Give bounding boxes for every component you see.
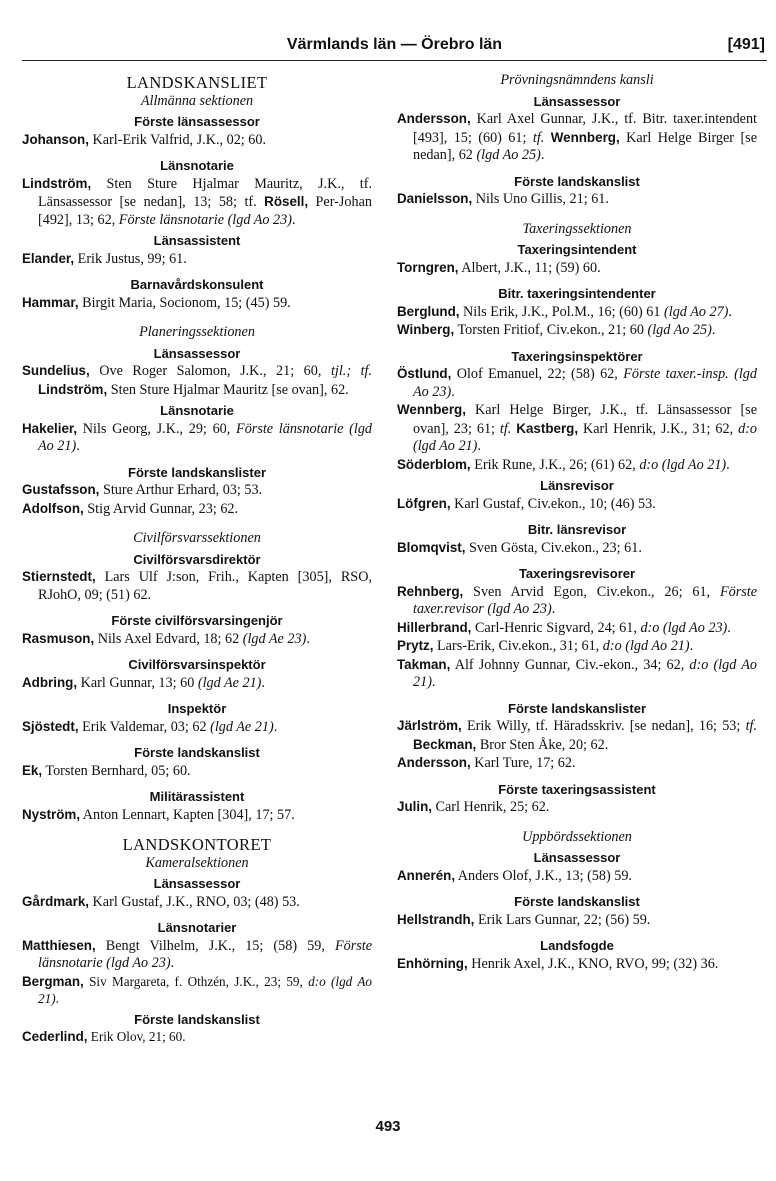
person-entry bbox=[22, 674, 372, 693]
person-name: Gårdmark, bbox=[22, 893, 89, 909]
entry-text: Bengt Vilhelm, J.K., 15; (58) 59, bbox=[95, 937, 335, 954]
entry-italic: d:o (lgd Ao 23) bbox=[640, 619, 728, 636]
person-name: Takman, bbox=[397, 656, 451, 672]
person-entry bbox=[397, 401, 757, 456]
entry-text: . bbox=[261, 674, 265, 691]
person-entry bbox=[397, 539, 757, 558]
person-name: Lindström, bbox=[22, 175, 92, 191]
entry-text: Lars Ulf J:son, Frih., Kapten [305], RSO, RJohO, 09; (51) 62. bbox=[38, 569, 372, 603]
role-title: Förste landskanslist bbox=[514, 173, 640, 189]
page-header bbox=[22, 34, 767, 61]
person-name: Hammar, bbox=[22, 294, 79, 310]
running-title: Värmlands län — Örebro län bbox=[286, 36, 503, 53]
role-title: Förste landskanslister bbox=[508, 700, 646, 716]
person-entry bbox=[397, 303, 757, 322]
entry-text: . bbox=[728, 303, 732, 320]
person-entry bbox=[22, 568, 372, 604]
person-name: Elander, bbox=[22, 250, 75, 266]
entry-text: Olof Emanuel, 22; (58) 62, bbox=[451, 366, 624, 382]
entry-text: Birgit Maria, Socionom, 15; (45) 59. bbox=[78, 294, 291, 311]
entry-text: Nils Erik, J.K., Pol.M., 16; (60) 61 bbox=[459, 303, 665, 320]
entry-italic: d:o (lgd Ao 21) bbox=[38, 973, 373, 1006]
section-title: Uppbördssektionen bbox=[522, 828, 632, 845]
role-title: Bitr. länsrevisor bbox=[527, 522, 627, 537]
person-name: Löfgren, bbox=[397, 495, 451, 511]
person-entry bbox=[397, 583, 757, 619]
person-entry bbox=[397, 259, 757, 278]
entry-text: Erik Willy, tf. Häradsskriv. [se nedan], 16; 53; bbox=[461, 718, 746, 734]
entry-text: Sven Arvid Egon, Civ.ekon., 26; 61, bbox=[463, 583, 720, 600]
entry-text: Lars-Erik, Civ.ekon., 31; 61, bbox=[433, 638, 603, 654]
entry-text: Erik Valdemar, 03; 62 bbox=[78, 718, 211, 735]
entry-italic: d:o (lgd Ao 21) bbox=[639, 456, 727, 473]
entry-text: Henrik Axel, J.K., KNO, RVO, 99; (32) 36. bbox=[467, 955, 719, 972]
person-name: Rehnberg, bbox=[397, 583, 464, 599]
entry-text: Karl Helge Birger, J.K., tf. Länsassessor [se ovan], 23; 61; bbox=[413, 402, 757, 437]
person-entry bbox=[397, 321, 757, 340]
entry-text: . bbox=[431, 674, 436, 690]
entry-italic: tf. bbox=[499, 420, 512, 437]
entry-text: . bbox=[451, 383, 455, 400]
person-entry bbox=[397, 717, 757, 754]
role-title: Taxeringsrevisorer bbox=[518, 566, 636, 581]
entry-italic: tf. bbox=[745, 718, 757, 734]
entry-text: Erik Olov, 21; 60. bbox=[87, 1029, 186, 1044]
role-title: Inspektör bbox=[167, 701, 227, 716]
entry-italic: (lgd Ao 25) bbox=[647, 322, 712, 338]
entry-text: . bbox=[711, 322, 716, 338]
page-number: 493 bbox=[375, 1118, 401, 1135]
entry-text: Karl Helge Birger [se nedan], 62 bbox=[413, 129, 757, 163]
entry-italic: (lgd Ae 23) bbox=[242, 630, 307, 647]
person-name: Matthiesen, bbox=[22, 937, 96, 953]
person-name: Adbring, bbox=[22, 674, 78, 690]
person-entry bbox=[397, 955, 757, 974]
entry-text: Siv Margareta, f. Othzén, J.K., 23; 59, bbox=[83, 973, 309, 989]
person-entry bbox=[22, 294, 372, 313]
role-title: Barnavårdskonsulent bbox=[130, 277, 264, 292]
role-title: Förste landskanslist bbox=[134, 745, 260, 760]
person-entry bbox=[397, 798, 757, 817]
entry-italic: Förste länsnotarie (lgd Ao 21) bbox=[38, 420, 373, 454]
role-title: Taxeringsintendent bbox=[517, 242, 637, 257]
right-column bbox=[397, 72, 757, 973]
person-entry bbox=[397, 456, 757, 475]
entry-italic: d:o (lgd Ao 21) bbox=[413, 420, 758, 454]
person-entry bbox=[22, 973, 372, 1008]
office-title: LANDSKANSLIET bbox=[126, 73, 268, 92]
person-entry bbox=[22, 250, 372, 269]
role-title: Militärassistent bbox=[149, 789, 245, 804]
role-title: Länsnotarie bbox=[160, 158, 234, 173]
entry-text: . bbox=[76, 438, 80, 454]
entry-text: Sture Arthur Erhard, 03; 53. bbox=[99, 482, 263, 498]
entry-text: Torsten Fritiof, Civ.ekon., 21; 60 bbox=[454, 322, 648, 338]
entry-text: Karl Gustaf, Civ.ekon., 10; (46) 53. bbox=[450, 495, 656, 512]
person-name: Beckman, bbox=[413, 736, 477, 752]
person-entry bbox=[397, 656, 757, 692]
person-entry bbox=[397, 365, 757, 401]
person-name: Järlström, bbox=[397, 718, 462, 733]
person-name: Sjöstedt, bbox=[22, 718, 79, 734]
entry-text: Karl Ture, 17; 62. bbox=[470, 755, 576, 771]
person-name: Stiernstedt, bbox=[22, 569, 96, 584]
entry-text: Albert, J.K., 11; (59) 60. bbox=[458, 259, 601, 276]
role-title: Förste landskanslist bbox=[134, 1011, 260, 1027]
person-name: Annerén, bbox=[397, 867, 456, 883]
entry-text: Erik Justus, 99; 61. bbox=[74, 250, 187, 267]
person-name: Winberg, bbox=[397, 322, 455, 337]
role-title: Länsassistent bbox=[153, 233, 241, 248]
entry-text: Karl Axel Gunnar, J.K., tf. Bitr. taxer.intendent [493], 15; (60) 61; bbox=[413, 111, 757, 146]
entry-text: . bbox=[689, 638, 694, 654]
person-entry bbox=[397, 754, 757, 773]
person-entry bbox=[22, 1028, 372, 1046]
person-name: Wennberg, bbox=[397, 402, 466, 417]
section-title: Taxeringssektionen bbox=[522, 220, 632, 237]
entry-text: . bbox=[477, 438, 481, 454]
entry-italic: d:o (lgd Ao 21) bbox=[413, 656, 757, 690]
section-title: Allmänna sektionen bbox=[140, 92, 254, 109]
role-title: Länsnotarier bbox=[157, 920, 237, 935]
page-reference: [491] bbox=[727, 36, 765, 53]
person-name: Rösell, bbox=[264, 194, 309, 209]
person-name: Lindström, bbox=[38, 381, 108, 397]
entry-text: Bror Sten Åke, 20; 62. bbox=[476, 736, 609, 753]
person-name: Wennberg, bbox=[550, 129, 620, 145]
person-entry bbox=[22, 718, 372, 737]
entry-italic: Förste taxer.revisor (lgd Ao 23) bbox=[413, 583, 757, 617]
person-entry bbox=[397, 495, 757, 514]
person-name: Söderblom, bbox=[397, 456, 471, 472]
person-entry bbox=[397, 911, 757, 930]
role-title: Civilförsvarsinspektör bbox=[128, 657, 266, 672]
entry-italic: Förste taxer.-insp. (lgd Ao 23) bbox=[413, 366, 757, 400]
entry-text: Carl-Henric Sigvard, 24; 61, bbox=[471, 619, 641, 636]
role-title: Förste länsassessor bbox=[134, 114, 260, 129]
person-name: Nyström, bbox=[22, 806, 81, 822]
role-title: Förste civilförsvarsingenjör bbox=[111, 613, 283, 628]
role-title: Förste landskanslist bbox=[514, 894, 640, 909]
entry-text: . bbox=[306, 630, 310, 647]
entry-text: Karl Henrik, J.K., 31; 62, bbox=[578, 420, 739, 437]
entry-italic: Förste länsnotarie (lgd Ao 23) bbox=[118, 211, 292, 228]
person-entry bbox=[22, 175, 372, 230]
person-entry bbox=[22, 481, 372, 500]
entry-text: . bbox=[170, 955, 175, 971]
person-entry bbox=[22, 131, 372, 150]
person-name: Ek, bbox=[22, 762, 43, 778]
role-title: Förste landskanslister bbox=[128, 464, 266, 480]
person-name: Hellstrandh, bbox=[397, 911, 475, 927]
entry-text: Carl Henrik, 25; 62. bbox=[431, 799, 550, 815]
role-title: Förste taxeringsassistent bbox=[498, 781, 656, 797]
person-entry bbox=[397, 867, 757, 886]
left-column bbox=[22, 72, 372, 1046]
person-entry bbox=[22, 806, 372, 825]
person-entry bbox=[22, 893, 372, 912]
entry-text: Sten Sture Hjalmar Mauritz, J.K., tf. Länsassessor [se nedan], 13; 58; tf. bbox=[38, 175, 372, 210]
person-entry bbox=[397, 110, 757, 165]
entry-text: . bbox=[273, 718, 278, 735]
entry-text: Alf Johnny Gunnar, Civ.-ekon., 34; 62, bbox=[450, 656, 690, 673]
entry-text: Nils Uno Gillis, 21; 61. bbox=[472, 191, 609, 207]
person-entry bbox=[397, 637, 757, 656]
section-title: Kameralsektionen bbox=[145, 854, 249, 871]
entry-text: . bbox=[726, 456, 730, 473]
person-name: Torngren, bbox=[397, 259, 459, 275]
person-name: Cederlind, bbox=[22, 1029, 88, 1044]
person-name: Johanson, bbox=[22, 131, 89, 147]
entry-text: Stig Arvid Gunnar, 23; 62. bbox=[83, 500, 239, 517]
entry-text: Per-Johan [492], 13; 62, bbox=[38, 194, 372, 228]
entry-text: . bbox=[551, 601, 556, 617]
role-title: Länsassessor bbox=[533, 850, 621, 865]
entry-italic: tjl.; tf. bbox=[330, 363, 373, 379]
person-name: Östlund, bbox=[397, 366, 452, 381]
section-title: Planeringssektionen bbox=[139, 324, 255, 340]
entry-text: Sten Sture Hjalmar Mauritz [se ovan], 62. bbox=[107, 381, 349, 398]
person-entry bbox=[22, 630, 372, 649]
person-entry bbox=[22, 937, 372, 973]
person-entry bbox=[22, 762, 372, 781]
person-name: Hillerbrand, bbox=[397, 619, 472, 635]
person-name: Danielsson, bbox=[397, 191, 473, 206]
section-title: Civilförsvarssektionen bbox=[133, 530, 261, 546]
entry-text: Karl-Erik Valfrid, J.K., 02; 60. bbox=[88, 131, 267, 148]
person-entry bbox=[22, 362, 372, 399]
entry-text: . bbox=[727, 619, 731, 636]
entry-text: Anton Lennart, Kapten [304], 17; 57. bbox=[80, 806, 295, 823]
person-name: Hakelier, bbox=[22, 420, 78, 436]
person-name: Andersson, bbox=[397, 111, 471, 126]
entry-text: Nils Axel Edvard, 18; 62 bbox=[94, 630, 243, 647]
entry-text: Nils Georg, J.K., 29; 60, bbox=[77, 420, 237, 437]
entry-italic: (lgd Ao 27) bbox=[664, 303, 729, 320]
entry-text: Anders Olof, J.K., 13; (58) 59. bbox=[455, 867, 632, 884]
person-name: Kastberg, bbox=[516, 420, 579, 436]
person-name: Gustafsson, bbox=[22, 482, 100, 497]
person-name: Sundelius, bbox=[22, 363, 90, 378]
entry-text: . bbox=[55, 991, 59, 1006]
person-name: Rasmuson, bbox=[22, 630, 95, 646]
entry-italic: tf. bbox=[532, 129, 545, 146]
person-name: Berglund, bbox=[397, 303, 460, 319]
entry-text: Erik Rune, J.K., 26; (61) 62, bbox=[470, 456, 640, 473]
office-title: LANDSKONTORET bbox=[122, 835, 272, 854]
role-title: Civilförsvarsdirektör bbox=[133, 551, 261, 567]
entry-italic: (lgd Ae 21) bbox=[210, 718, 274, 735]
role-title: Länsassessor bbox=[533, 93, 621, 109]
person-entry bbox=[22, 420, 372, 456]
entry-text: . bbox=[540, 147, 545, 163]
role-title: Länsrevisor bbox=[540, 478, 614, 493]
entry-text: Karl Gunnar, 13; 60 bbox=[77, 674, 198, 691]
entry-italic: d:o (lgd Ao 21) bbox=[602, 638, 690, 654]
entry-text: Ove Roger Salomon, J.K., 21; 60, bbox=[89, 363, 331, 379]
person-entry bbox=[397, 190, 757, 209]
person-entry bbox=[397, 619, 757, 638]
role-title: Taxeringsinspektörer bbox=[511, 348, 643, 364]
entry-text: Sven Gösta, Civ.ekon., 23; 61. bbox=[465, 539, 642, 556]
person-name: Adolfson, bbox=[22, 500, 84, 516]
entry-text: . bbox=[291, 211, 296, 228]
person-entry bbox=[22, 500, 372, 519]
entry-text: Torsten Bernhard, 05; 60. bbox=[42, 762, 191, 779]
person-name: Bergman, bbox=[22, 973, 84, 989]
person-name: Enhörning, bbox=[397, 955, 468, 971]
role-title: Bitr. taxeringsintendenter bbox=[498, 286, 656, 301]
person-name: Andersson, bbox=[397, 755, 471, 770]
role-title: Länsassessor bbox=[153, 876, 241, 891]
section-title: Prövningsnämndens kansli bbox=[500, 72, 654, 88]
entry-text: Karl Gustaf, J.K., RNO, 03; (48) 53. bbox=[89, 893, 300, 910]
entry-italic: Förste länsnotarie (lgd Ao 23) bbox=[38, 937, 372, 971]
entry-italic: (lgd Ao 25) bbox=[476, 147, 541, 163]
role-title: Landsfogde bbox=[540, 938, 614, 953]
role-title: Länsassessor bbox=[153, 345, 241, 361]
entry-italic: (lgd Ae 21) bbox=[197, 674, 262, 691]
entry-text: Erik Lars Gunnar, 22; (56) 59. bbox=[474, 911, 651, 928]
role-title: Länsnotarie bbox=[160, 403, 234, 418]
person-name: Blomqvist, bbox=[397, 539, 466, 555]
person-name: Prytz, bbox=[397, 638, 434, 653]
person-name: Julin, bbox=[397, 799, 432, 814]
